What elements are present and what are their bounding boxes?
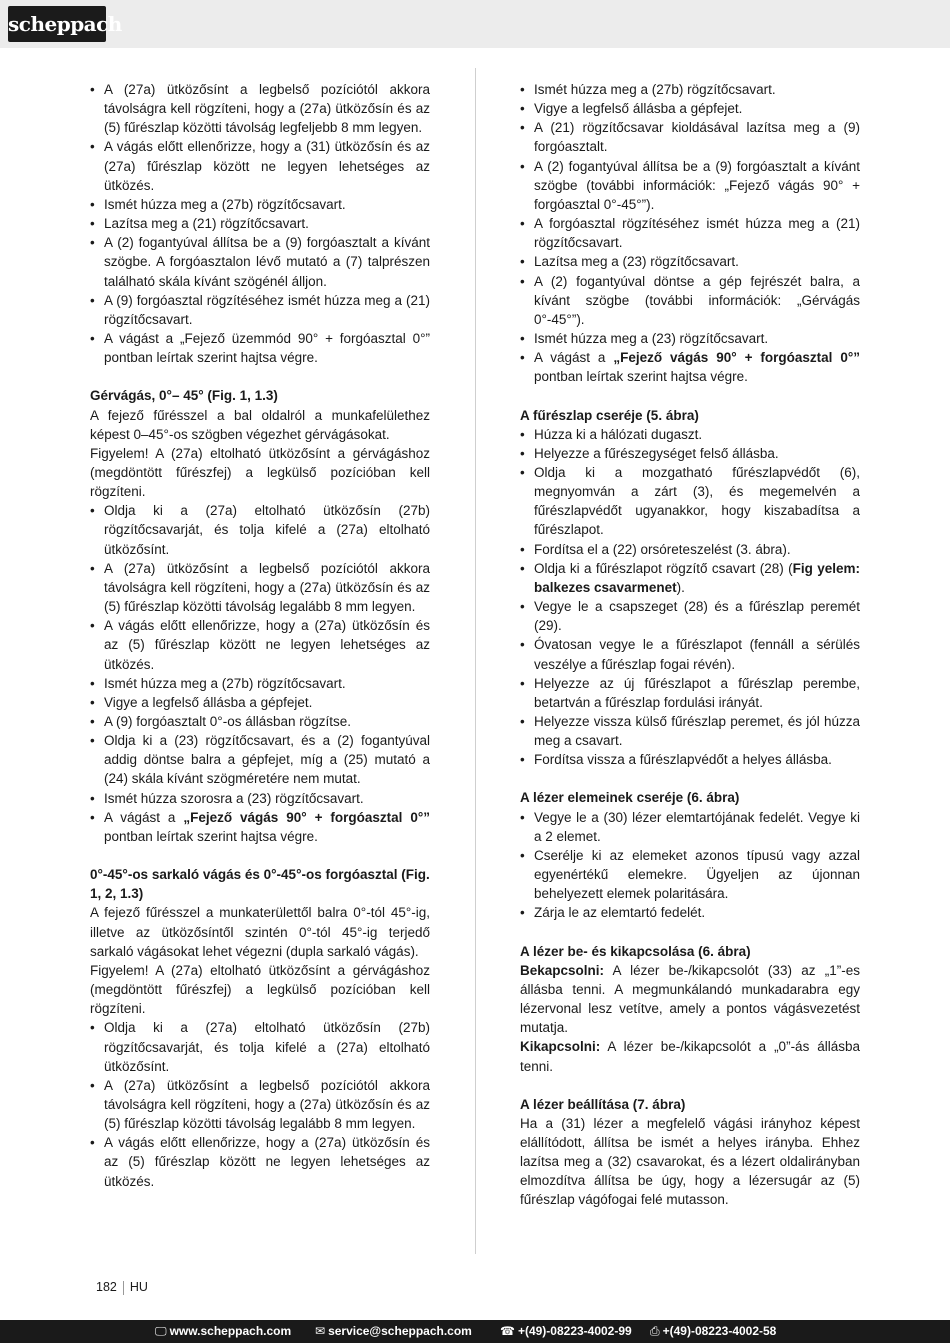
list-item: • Húzza ki a hálózati dugaszt. (520, 425, 860, 444)
list-item: • Helyezze vissza külső fűrészlap peremet, és jól húzza meg a csavart. (520, 712, 860, 750)
list-item: • Vigye a legfelső állásba a gépfejet. (90, 693, 430, 712)
list-item: • Ismét húzza meg a (27b) rögzítőcsavart. (90, 674, 430, 693)
list-item: • Ismét húzza meg a (27b) rögzítőcsavart. (90, 195, 430, 214)
list-item: • A (9) forgóasztalt 0°-os állásban rögzítse. (90, 712, 430, 731)
list-item: • Vegye le a csapszeget (28) és a fűrészlap peremét (29). (520, 597, 860, 635)
list-item: • Cserélje ki az elemeket azonos típusú vagy azzal egyenértékű elemekre. Ügyeljen az újonnan behelyezett elemek polaritására. (520, 846, 860, 903)
website-item[interactable] (155, 1320, 291, 1343)
language-code: HU (129, 1280, 148, 1294)
bullet-list (520, 425, 860, 770)
bullet-list (90, 1018, 430, 1190)
list-item: • Lazítsa meg a (23) rögzítőcsavart. (520, 252, 860, 271)
bullet-list (520, 80, 860, 387)
bullet-list (520, 808, 860, 923)
contact-footer (0, 1320, 950, 1343)
text: A vágást a (104, 809, 184, 825)
page-footer (96, 1280, 148, 1295)
list-item: • Lazítsa meg a (21) rögzítőcsavart. (90, 214, 430, 233)
list-item (520, 559, 860, 597)
header-bar (0, 0, 950, 48)
list-item: • Óvatosan vegye le a fűrészlapot (fennáll a sérülés veszélye a fűrészlap fogai révén). (520, 635, 860, 673)
section-heading: Gérvágás, 0°– 45° (Fig. 1, 1.3) (90, 388, 278, 404)
list-item: • Oldja ki a (23) rögzítőcsavart, és a (2) fogantyúval addig döntse balra a gépfejet, míg a (25) mutató a (24) skála kívánt szögméretére nem mutat. (90, 731, 430, 788)
list-item: • A (21) rögzítőcsavar kioldásával lazítsa meg a (9) forgóasztalt. (520, 118, 860, 156)
list-item: • Zárja le az elemtartó fedelét. (520, 903, 860, 922)
bullet-list (90, 80, 430, 367)
list-item: • Helyezze az új fűrészlapot a fűrészlap perembe, betartván a fűrészlap fordulási irányát. (520, 674, 860, 712)
list-item: • A (9) forgóasztal rögzítéséhez ismét húzza meg a (21) rögzítőcsavart. (90, 291, 430, 329)
paragraph: A fejező fűrésszel a bal oldalról a munkafelülethez képest 0–45°-os szögben végezhet gérvágásokat. (90, 407, 430, 442)
list-item: • A forgóasztal rögzítéséhez ismét húzza meg a (21) rögzítőcsavart. (520, 214, 860, 252)
fax-number: +(49)-08223-4002-58 (662, 1324, 777, 1338)
list-item: • Oldja ki a mozgatható fűrészlapvédőt (6), megnyomván a zárt (3), és megemelvén a fűrészlapvédőt ugyanakkor, hogy kiszabadítsa a fűrészlapot. (520, 463, 860, 540)
paragraph: Figyelem! A (27a) eltolható ütközősínt a gérvágáshoz (megdöntött fűrészfej) a legkülső pozícióban kell rögzíteni. (90, 445, 430, 500)
bold-text: Fig yelem: balkezes csavarmenet (534, 560, 860, 595)
list-item (90, 808, 430, 846)
list-item: • A (2) fogantyúval döntse a gép fejrészét balra, a kívánt szögbe (további információk: „Gérvágás 0°-45°”). (520, 272, 860, 329)
list-item: • Fordítsa vissza a fűrészlapvédőt a helyes állásba. (520, 750, 860, 769)
list-item: • Vigye a legfelső állásba a gépfejet. (520, 99, 860, 118)
section-heading: 0°-45°-os sarkaló vágás és 0°-45°-os forgóasztal (Fig. 1, 2, 1.3) (90, 867, 430, 902)
list-item: • A (2) fogantyúval állítsa be a (9) forgóasztalt a kívánt szögbe (további információk: „Fejező vágás 90° + forgóasztal 0°-45°”). (520, 157, 860, 214)
list-item: • A vágás előtt ellenőrizze, hogy a (31) ütközősín és az (27a) fűrészlap között ne legyen lehetséges az ütközés. (90, 137, 430, 194)
section-heading: A lézer beállítása (7. ábra) (520, 1096, 686, 1112)
bold-text: „Fejező vágás 90° + forgóasztal 0°” (183, 809, 430, 825)
email-item[interactable] (315, 1320, 472, 1343)
paragraph (520, 1037, 860, 1075)
list-item: • A (2) fogantyúval állítsa be a (9) forgóasztalt a kívánt szögbe. A forgóasztalon lévő mutató a (7) talprészen található skála kívánt szögénél álljon. (90, 233, 430, 290)
paragraph: Figyelem! A (27a) eltolható ütközősínt a gérvágáshoz (megdöntött fűrészfej) a legkülső pozícióban kell rögzíteni. (90, 962, 430, 1017)
phone-item (500, 1320, 632, 1343)
text: A lézer be-/kikapcsolót (33) az „1”-es állásba tenni. A megmunkálandó munkadarabra egy lézervonal lesz vetítve, amely a pontos vágásvezetést mutatja. (520, 962, 860, 1036)
paragraph: Ha a (31) lézer a megfelelő vágási irányhoz képest elállítódott, állítsa be ismét a helyes irányba. Ehhez lazítsa meg a (32) csavarokat, és a lézert oldalirányban elmozdítva állítsa be úgy, hogy a lézersugár az (5) fűrészlap vágófogai felé mutasson. (520, 1115, 860, 1208)
list-item: • A vágás előtt ellenőrizze, hogy a (27a) ütközősín és az (5) fűrészlap között ne legyen lehetséges az ütközés. (90, 616, 430, 673)
text: pontban leírtak szerint hajtsa végre. (104, 828, 318, 844)
text: pontban leírtak szerint hajtsa végre. (534, 369, 748, 385)
text: A lézer be-/kikapcsolót a „0”-ás állásba tenni. (520, 1039, 860, 1074)
email-link[interactable]: service@scheppach.com (328, 1324, 472, 1338)
list-item: • A vágást a „Fejező üzemmód 90° + forgóasztal 0°” pontban leírtak szerint hajtsa végre. (90, 329, 430, 367)
list-item: • A vágás előtt ellenőrizze, hogy a (27a) ütközősín és az (5) fűrészlap között ne legyen lehetséges az ütközés. (90, 1133, 430, 1190)
text: ). (676, 579, 685, 595)
list-item: • A (27a) ütközősínt a legbelső pozíciótól akkora távolságra kell rögzíteni, hogy a (27a) ütközősín és az (5) fűrészlap közötti távolság legalább 8 mm legyen. (90, 559, 430, 616)
page-number: 182 (96, 1280, 117, 1294)
right-column (520, 80, 860, 1210)
list-item (520, 348, 860, 386)
section-heading: A fűrészlap cseréje (5. ábra) (520, 407, 699, 423)
list-item: • Ismét húzza szorosra a (23) rögzítőcsavart. (90, 789, 430, 808)
website-link[interactable]: www.scheppach.com (169, 1324, 292, 1338)
list-item: • Fordítsa el a (22) orsóreteszelést (3. ábra). (520, 540, 860, 559)
list-item: • Ismét húzza meg a (23) rögzítőcsavart. (520, 329, 860, 348)
phone-number: +(49)-08223-4002-99 (517, 1324, 632, 1338)
left-column (90, 80, 430, 1191)
phone-icon: ☎ (500, 1324, 515, 1338)
list-item: • Oldja ki a (27a) eltolható ütközősín (27b) rögzítőcsavarját, és tolja kifelé a (27a) eltolható ütközősínt. (90, 1018, 430, 1075)
paragraph (520, 961, 860, 1038)
list-item: • A (27a) ütközősínt a legbelső pozíciótól akkora távolságra kell rögzíteni, hogy a (27a) ütközősín és az (5) fűrészlap közötti távolság legfeljebb 8 mm legyen. (90, 80, 430, 137)
fax-item (650, 1320, 776, 1343)
bold-label: Bekapcsolni: (520, 962, 605, 978)
monitor-icon: 🖵 (155, 1324, 167, 1338)
fax-icon: ⎙ (650, 1324, 660, 1338)
bold-text: „Fejező vágás 90° + forgóasztal 0°” (613, 350, 860, 366)
list-item: • Ismét húzza meg a (27b) rögzítőcsavart. (520, 80, 860, 99)
text: Oldja ki a fűrészlapot rögzítő csavart (28) ( (534, 560, 793, 576)
mail-icon: ✉ (315, 1324, 326, 1338)
list-item: • A (27a) ütközősínt a legbelső pozíciótól akkora távolságra kell rögzíteni, hogy a (27a) ütközősín és az (5) fűrészlap közötti távolság legalább 8 mm legyen. (90, 1076, 430, 1133)
column-divider (475, 68, 476, 1254)
list-item: • Vegye le a (30) lézer elemtartójának fedelét. Vegye ki a 2 elemet. (520, 808, 860, 846)
section-heading: A lézer elemeinek cseréje (6. ábra) (520, 790, 740, 806)
list-item: • Helyezze a fűrészegységet felső állásba. (520, 444, 860, 463)
text: A vágást a (534, 350, 614, 366)
section-heading: A lézer be- és kikapcsolása (6. ábra) (520, 943, 751, 959)
bullet-list (90, 501, 430, 846)
list-item: • Oldja ki a (27a) eltolható ütközősín (27b) rögzítőcsavarját, és tolja kifelé a (27a) eltolható ütközősínt. (90, 501, 430, 558)
paragraph: A fejező fűrésszel a munkaterülettől balra 0°-tól 45°-ig, illetve az ütközősíntől szintén 0°-tól 45°-ig terjedő sarkaló vágásokat lehet végezni (dupla sarkaló vágás). (90, 905, 430, 959)
bold-label: Kikapcsolni: (520, 1039, 601, 1055)
scheppach-logo: scheppach (8, 6, 106, 42)
